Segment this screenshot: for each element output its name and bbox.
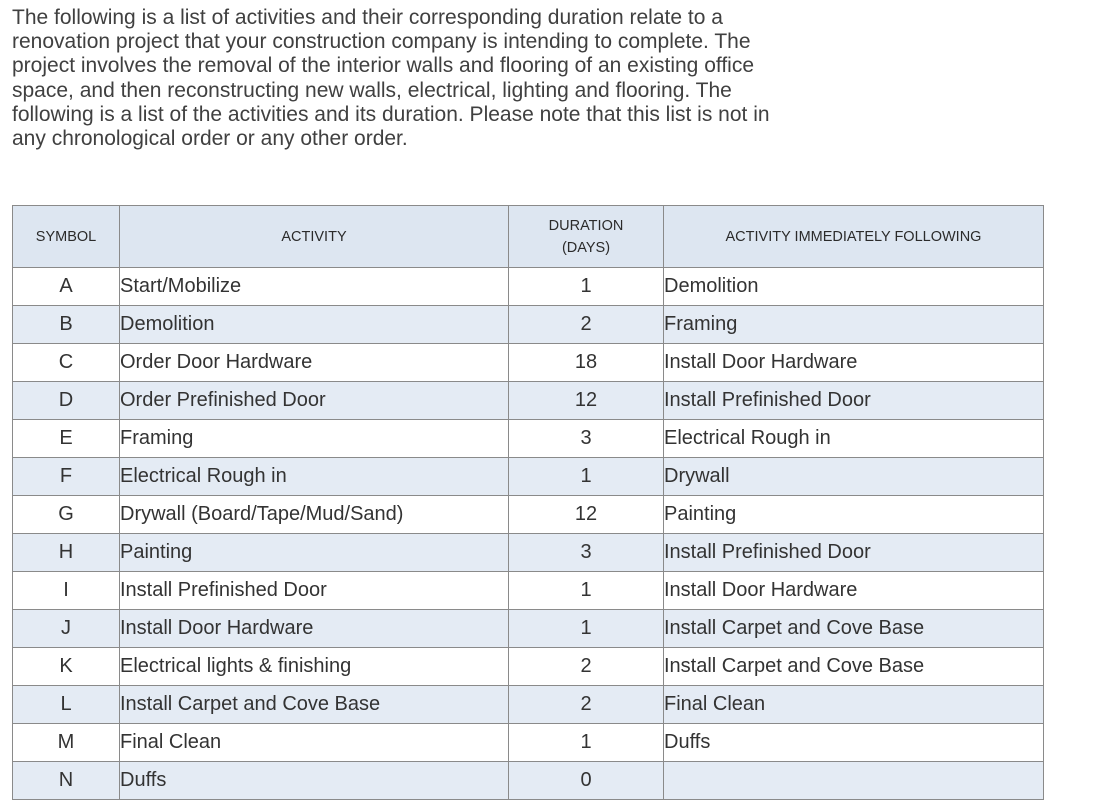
cell-activity: Demolition: [120, 306, 509, 344]
cell-following: Install Carpet and Cove Base: [664, 648, 1044, 686]
cell-activity: Install Prefinished Door: [120, 572, 509, 610]
cell-symbol: J: [13, 610, 120, 648]
cell-symbol: B: [13, 306, 120, 344]
cell-following: Electrical Rough in: [664, 420, 1044, 458]
cell-following: Painting: [664, 496, 1044, 534]
cell-activity: Electrical lights & finishing: [120, 648, 509, 686]
intro-line: any chronological order or any other order.: [12, 127, 408, 151]
table-row: [13, 724, 1044, 762]
cell-following: Install Carpet and Cove Base: [664, 610, 1044, 648]
cell-duration: 3: [509, 534, 664, 572]
cell-activity: Electrical Rough in: [120, 458, 509, 496]
cell-duration: 12: [509, 382, 664, 420]
cell-symbol: G: [13, 496, 120, 534]
cell-duration: 2: [509, 648, 664, 686]
cell-duration: 1: [509, 572, 664, 610]
activities-table: [12, 205, 1044, 800]
table-row: [13, 458, 1044, 496]
cell-symbol: E: [13, 420, 120, 458]
cell-duration: 1: [509, 458, 664, 496]
table-row: [13, 648, 1044, 686]
cell-activity: Duffs: [120, 762, 509, 800]
intro-line: space, and then reconstructing new walls, electrical, lighting and flooring. The: [12, 78, 732, 102]
table-body: [13, 268, 1044, 800]
cell-activity: Drywall (Board/Tape/Mud/Sand): [120, 496, 509, 534]
table-row: [13, 420, 1044, 458]
cell-activity: Start/Mobilize: [120, 268, 509, 306]
table-header-row: [13, 206, 1044, 268]
cell-duration: 0: [509, 762, 664, 800]
cell-activity: Install Door Hardware: [120, 610, 509, 648]
cell-activity: Final Clean: [120, 724, 509, 762]
table-row: [13, 610, 1044, 648]
header-activity: ACTIVITY: [120, 206, 509, 268]
cell-symbol: H: [13, 534, 120, 572]
intro-paragraph: [12, 6, 912, 151]
cell-following: Install Door Hardware: [664, 344, 1044, 382]
header-duration-unit: (DAYS): [561, 239, 611, 256]
header-symbol: SYMBOL: [13, 206, 120, 268]
cell-activity: Order Prefinished Door: [120, 382, 509, 420]
table-row: [13, 686, 1044, 724]
cell-duration: 2: [509, 686, 664, 724]
cell-symbol: C: [13, 344, 120, 382]
cell-symbol: K: [13, 648, 120, 686]
cell-following: Install Prefinished Door: [664, 534, 1044, 572]
cell-duration: 18: [509, 344, 664, 382]
header-duration: [509, 206, 664, 268]
cell-symbol: I: [13, 572, 120, 610]
table-row: [13, 496, 1044, 534]
cell-following: Final Clean: [664, 686, 1044, 724]
cell-activity: Painting: [120, 534, 509, 572]
cell-symbol: F: [13, 458, 120, 496]
cell-duration: 1: [509, 724, 664, 762]
cell-activity: Order Door Hardware: [120, 344, 509, 382]
cell-duration: 12: [509, 496, 664, 534]
table-row: [13, 344, 1044, 382]
cell-following: Framing: [664, 306, 1044, 344]
cell-following: Install Door Hardware: [664, 572, 1044, 610]
cell-duration: 1: [509, 610, 664, 648]
table-row: [13, 382, 1044, 420]
cell-activity: Framing: [120, 420, 509, 458]
table-row: [13, 572, 1044, 610]
cell-duration: 2: [509, 306, 664, 344]
cell-symbol: N: [13, 762, 120, 800]
cell-following: Duffs: [664, 724, 1044, 762]
cell-symbol: M: [13, 724, 120, 762]
intro-line: The following is a list of activities and their corresponding duration relate to a: [12, 6, 723, 29]
cell-symbol: L: [13, 686, 120, 724]
intro-line: renovation project that your construction company is intending to complete. The: [12, 30, 751, 54]
header-duration-label: DURATION: [548, 217, 624, 234]
table-row: [13, 534, 1044, 572]
cell-following: Demolition: [664, 268, 1044, 306]
table-row: [13, 762, 1044, 800]
table-row: [13, 268, 1044, 306]
cell-symbol: D: [13, 382, 120, 420]
cell-following: Install Prefinished Door: [664, 382, 1044, 420]
cell-following: Drywall: [664, 458, 1044, 496]
table-row: [13, 306, 1044, 344]
cell-symbol: A: [13, 268, 120, 306]
intro-line: following is a list of the activities and its duration. Please note that this list is not in: [12, 102, 770, 126]
intro-line: project involves the removal of the interior walls and flooring of an existing office: [12, 54, 755, 78]
header-following: ACTIVITY IMMEDIATELY FOLLOWING: [664, 206, 1044, 268]
cell-activity: Install Carpet and Cove Base: [120, 686, 509, 724]
cell-duration: 1: [509, 268, 664, 306]
cell-duration: 3: [509, 420, 664, 458]
cell-following: [664, 762, 1044, 800]
